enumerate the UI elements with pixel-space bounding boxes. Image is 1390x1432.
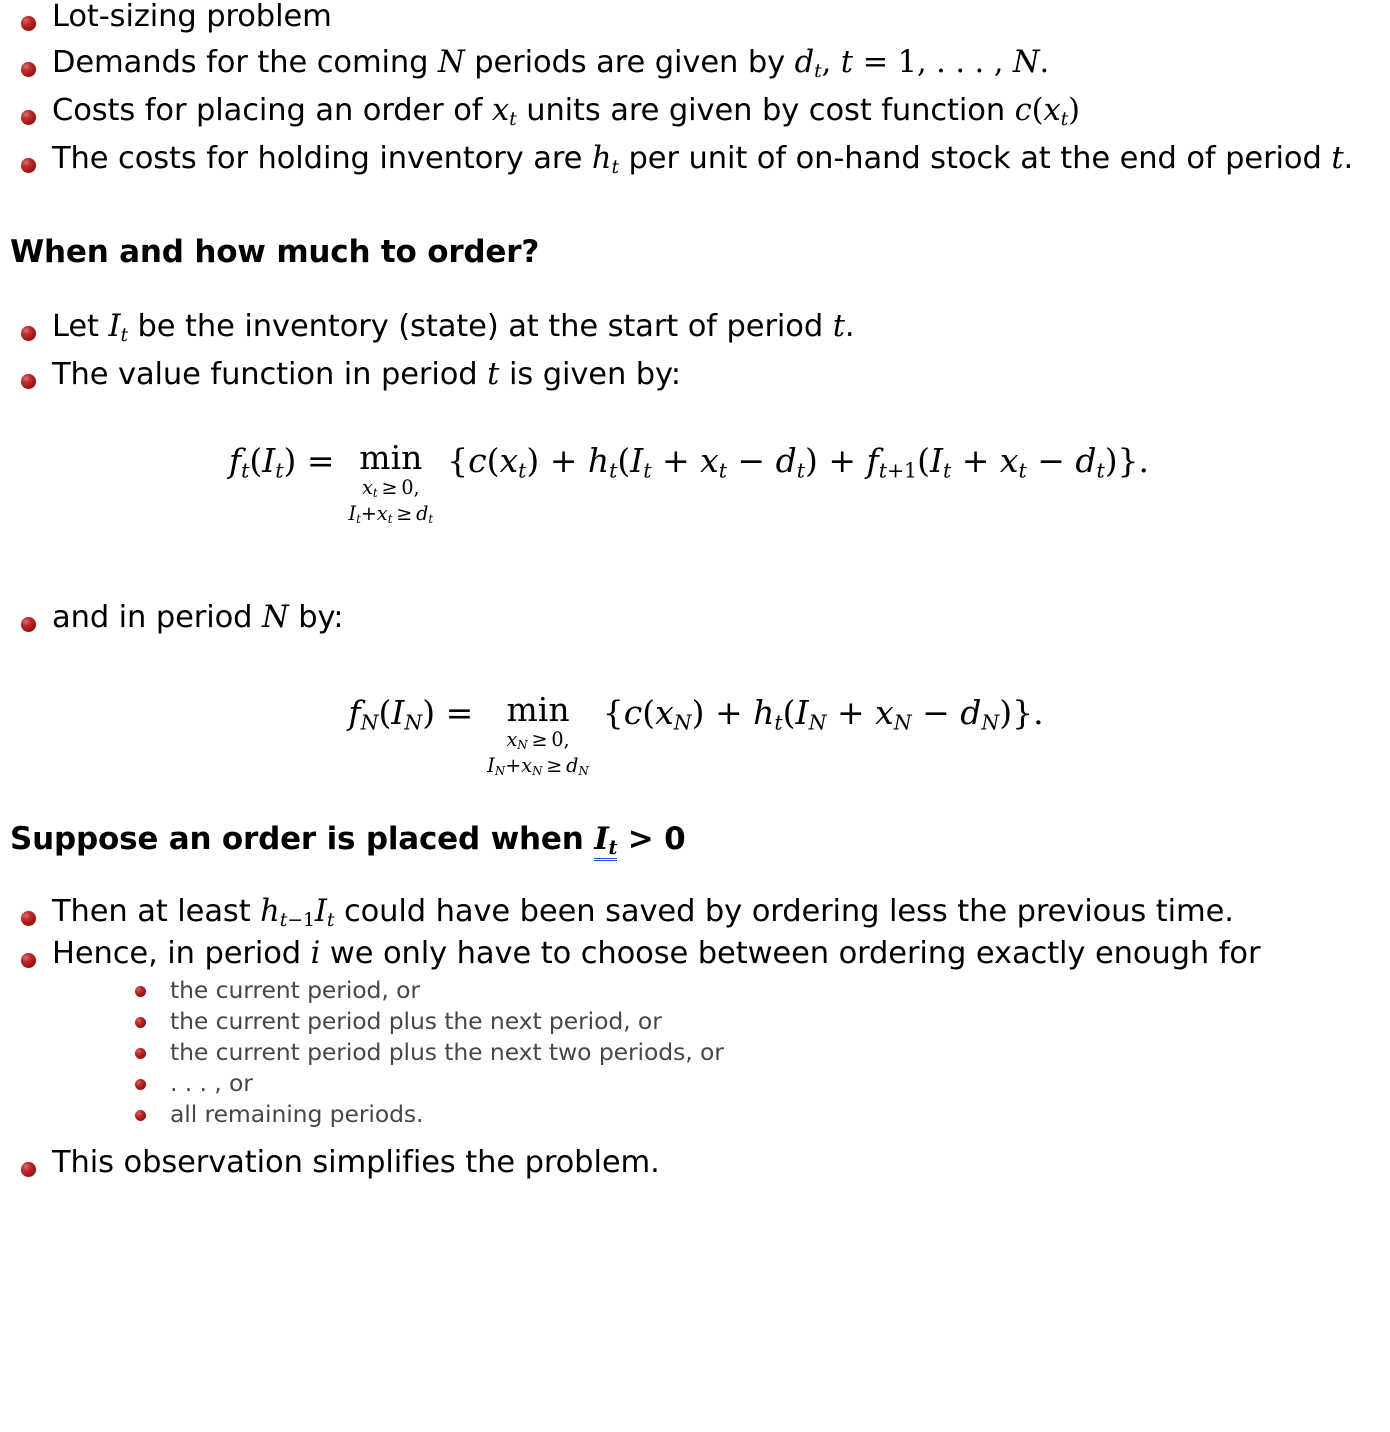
bullet-text: This observation simplifies the problem.: [52, 1145, 660, 1181]
min-condition-line-2: $I_t+x_t \ge d_t$: [348, 502, 434, 527]
spacer: [10, 647, 1382, 693]
sub-bullet-text: the current period plus the next period, or: [170, 1007, 662, 1036]
spacer: [10, 405, 1382, 441]
bullet-ball-icon: [21, 158, 36, 173]
equation-value-function-recursion: [228, 437, 1150, 527]
sub-bullet-text: . . . , or: [170, 1069, 253, 1098]
equation-terminal-value-function: [348, 689, 1044, 779]
intro-bullet-list: [10, 0, 1382, 178]
bullet-ball-icon: [21, 16, 36, 31]
bullet-text-plain: periods are given by: [464, 45, 795, 81]
math-d-t: $d_t$: [794, 45, 822, 83]
spacer: [10, 779, 1382, 821]
bullet-ball-icon: [21, 110, 36, 125]
bullet-text: and in period N by:: [52, 599, 344, 635]
heading-suffix: > 0: [627, 820, 686, 857]
math-I-t: $I_t$: [108, 309, 128, 347]
sub-bullet-ball-icon: [135, 986, 146, 997]
math-t: t: [832, 309, 845, 345]
math-t: t: [1331, 141, 1344, 177]
sub-bullet-item: [52, 1006, 1382, 1037]
sub-bullet-ball-icon: [135, 1110, 146, 1121]
equation-rhs: $\{c(x_t) + h_t(I_t + x_t - d_t) + f_{t+1}(I_t + x_t - d_t)\}$.: [447, 440, 1150, 482]
min-condition-line-1: $x_N \ge 0$,: [506, 727, 570, 752]
math-x-t: $x_t$: [1043, 93, 1069, 131]
math-c-of-x-t: c: [1014, 93, 1032, 129]
bullet-ball-icon: [21, 374, 36, 389]
sub-bullet-text: all remaining periods.: [170, 1100, 424, 1129]
equation-min-operator-block: [348, 437, 434, 527]
sub-bullet-item: [52, 975, 1382, 1006]
bullet-ball-icon: [21, 1162, 36, 1177]
bullet-demands: [10, 46, 1382, 82]
bullet-ball-icon: [21, 911, 36, 926]
math-paren: ): [1068, 93, 1080, 129]
bullet-text: Lot-sizing problem: [52, 0, 332, 34]
bullet-text: Hence, in period i we only have to choose between ordering exactly enough for: [52, 936, 1261, 972]
sub-bullet-text: the current period, or: [170, 976, 420, 1005]
mid-bullet-list: [10, 310, 1382, 392]
heading-suppose-order-placed: [10, 821, 1382, 861]
sub-bullet-item: [52, 1037, 1382, 1068]
math-ellipsis: , . . . ,: [916, 45, 1013, 81]
bullet-order-costs: [10, 94, 1382, 130]
sub-bullet-ball-icon: [135, 1017, 146, 1028]
bullet-text: Costs for placing an order of $x_t$ units are given by cost function $c(x_t)$: [52, 93, 1080, 131]
bullet-text: [52, 45, 1050, 83]
math-h-t-minus-1: $h_{t-1}$: [260, 894, 315, 932]
bullet-holding-costs: [10, 142, 1382, 178]
bullet-ball-icon: [21, 953, 36, 968]
bullet-savings: [10, 895, 1382, 931]
bullet-text-plain: Demands for the coming: [52, 45, 439, 81]
math-N: N: [438, 45, 465, 81]
bullet-text: Then at least $h_{t-1}I_t$ could have been saved by ordering less the previous time.: [52, 894, 1234, 932]
spacer: [10, 270, 1382, 310]
sub-bullet-list: [52, 975, 1382, 1130]
math-paren: (: [1031, 93, 1044, 129]
heading-when-and-how-much: When and how much to order?: [10, 234, 540, 271]
equation-lhs: $f_t(I_t)$ =: [228, 440, 335, 482]
period-n-bullet-list: [10, 601, 1382, 635]
bullet-text: The value function in period t is given by:: [52, 357, 681, 393]
sub-bullet-item: [52, 1068, 1382, 1099]
math-x-t: $x_t$: [492, 93, 517, 131]
math-equals: =: [852, 45, 898, 81]
sub-bullet-ball-icon: [135, 1048, 146, 1059]
min-condition-line-2: $I_N+x_N \ge d_N$: [487, 754, 589, 779]
spacer: [10, 527, 1382, 601]
heading-math-link-I-t[interactable]: $I_t$: [594, 825, 617, 861]
bullet-ball-icon: [21, 62, 36, 77]
math-i: i: [310, 936, 321, 972]
math-I-t: $I_t$: [314, 894, 335, 932]
equation-lhs: $f_N(I_N)$ =: [348, 692, 474, 735]
math-t: t: [840, 45, 853, 81]
math-N: N: [1012, 45, 1040, 81]
min-condition-line-1: $x_t \ge 0$,: [362, 475, 420, 500]
sub-bullet-text: the current period plus the next two periods, or: [170, 1038, 724, 1067]
min-operator-label: min: [506, 689, 570, 729]
sub-bullet-item: [52, 1099, 1382, 1130]
bullet-inventory-state: [10, 310, 1382, 346]
bullet-text: Let $I_t$ be the inventory (state) at the start of period t.: [52, 309, 855, 347]
bullet-simplifies: [10, 1146, 1382, 1180]
equation-2-wrapper: [10, 689, 1382, 779]
equation-min-operator-block: [487, 689, 589, 779]
bullet-text: The costs for holding inventory are $h_t$ per unit of on-hand stock at the end of period t.: [52, 141, 1354, 179]
heading-prefix: Suppose an order is placed when: [10, 820, 584, 857]
math-N: N: [262, 599, 289, 635]
equation-1-wrapper: [10, 437, 1382, 527]
final-bullet-list: [10, 895, 1382, 1180]
spacer: [10, 861, 1382, 895]
math-comma: ,: [821, 45, 841, 81]
spacer: [10, 190, 1382, 234]
bullet-ball-icon: [21, 617, 36, 632]
bullet-lot-sizing: [10, 0, 1382, 34]
bullet-hence: [10, 937, 1382, 1130]
equation-rhs: $\{c(x_N) + h_t(I_N + x_N - d_N)\}$.: [602, 692, 1044, 735]
bullet-value-function: [10, 358, 1382, 392]
min-operator-label: min: [359, 437, 423, 477]
math-one: 1: [897, 45, 917, 81]
math-period: .: [1039, 45, 1050, 81]
math-t: t: [487, 357, 500, 393]
sub-bullet-ball-icon: [135, 1079, 146, 1090]
bullet-period-n: [10, 601, 1382, 635]
bullet-ball-icon: [21, 326, 36, 341]
math-h-t: $h_t$: [591, 141, 619, 179]
